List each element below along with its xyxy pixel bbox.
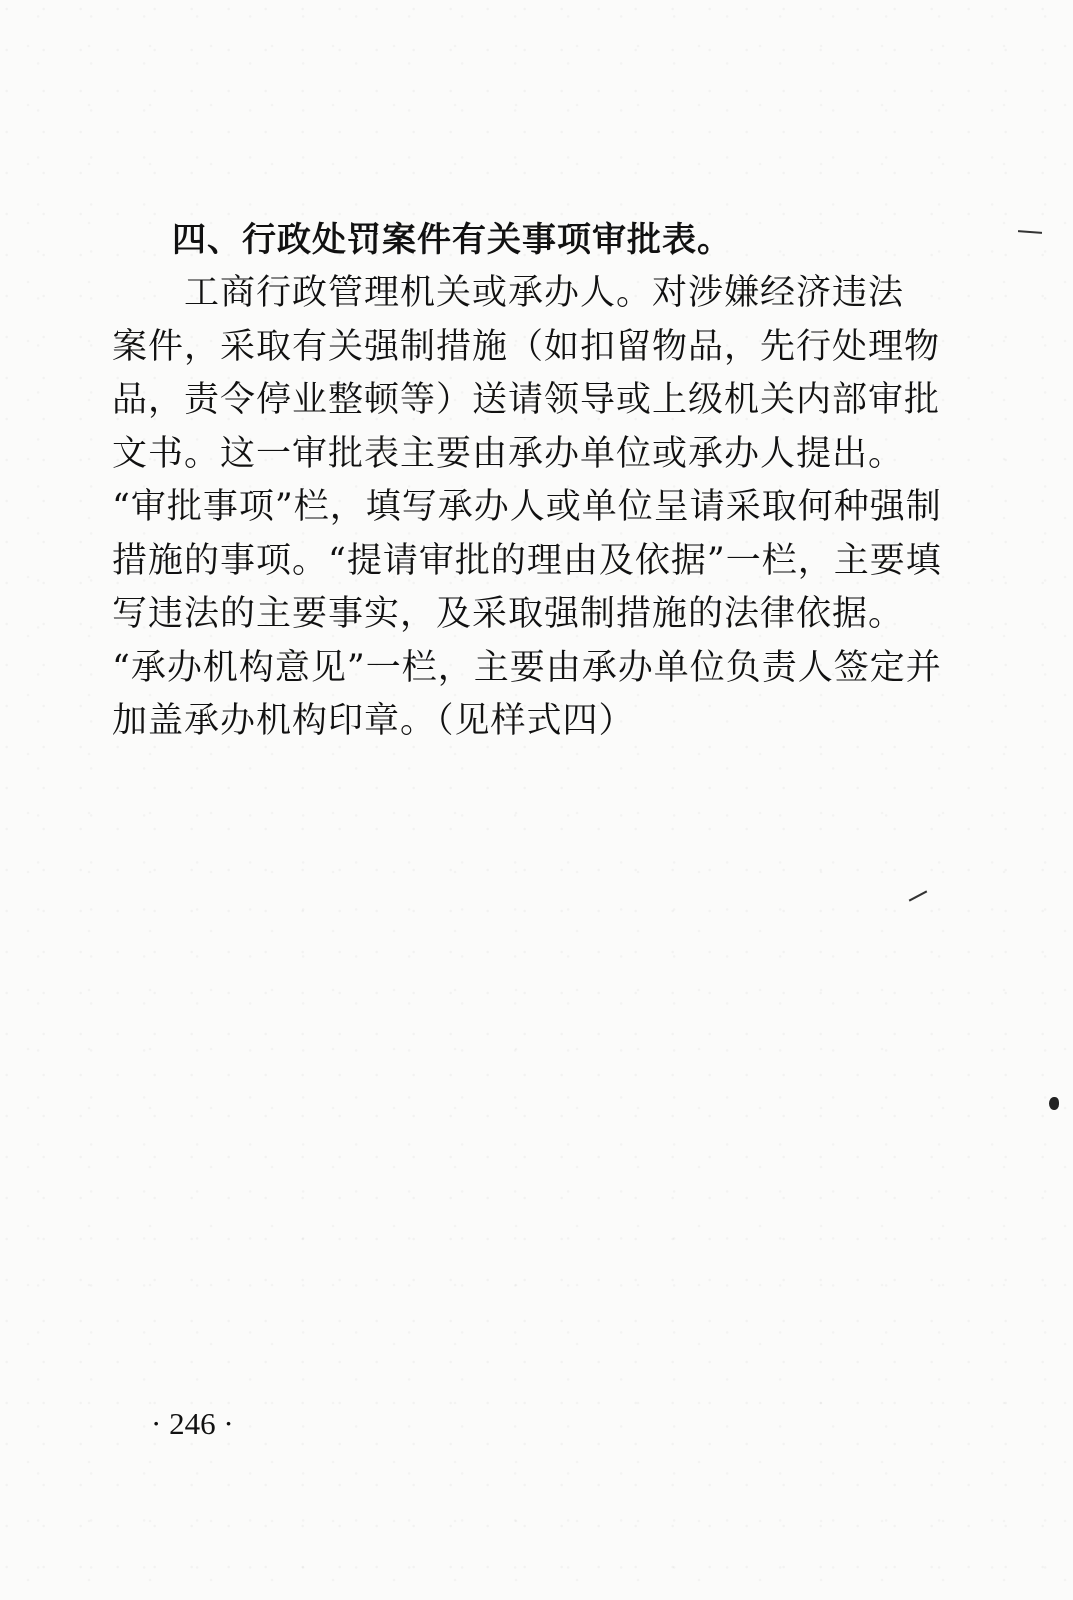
- scan-mark: [1049, 1097, 1059, 1110]
- paragraph-line: 措施的事项。“提请审批的理由及依据”一栏，主要填: [112, 540, 942, 581]
- scan-mark: [1018, 230, 1042, 234]
- paragraph-line: 加盖承办机构印章。（见样式四）: [112, 701, 635, 741]
- paragraph-line: “承办机构意见”一栏，主要由承办单位负责人签定并: [112, 647, 942, 688]
- paragraph-line: 案件，采取有关强制措施（如扣留物品，先行处理物: [112, 326, 941, 367]
- paragraph-line: 写违法的主要事实，及采取强制措施的法律依据。: [112, 594, 905, 634]
- page-number: · 246 ·: [151, 1406, 234, 1441]
- section-heading: 四、行政处罚案件有关事项审批表。: [172, 220, 732, 260]
- scan-mark: [909, 890, 928, 901]
- paragraph-line: “审批事项”栏，填写承办人或单位呈请采取何种强制: [112, 487, 942, 527]
- paragraph-line: 品，责令停业整顿等）送请领导或上级机关内部审批: [112, 380, 941, 420]
- paragraph-line: 文书。这一审批表主要由承办单位或承办人提出。: [112, 433, 905, 474]
- paragraph-line: 工商行政管理机关或承办人。对涉嫌经济违法: [112, 273, 905, 313]
